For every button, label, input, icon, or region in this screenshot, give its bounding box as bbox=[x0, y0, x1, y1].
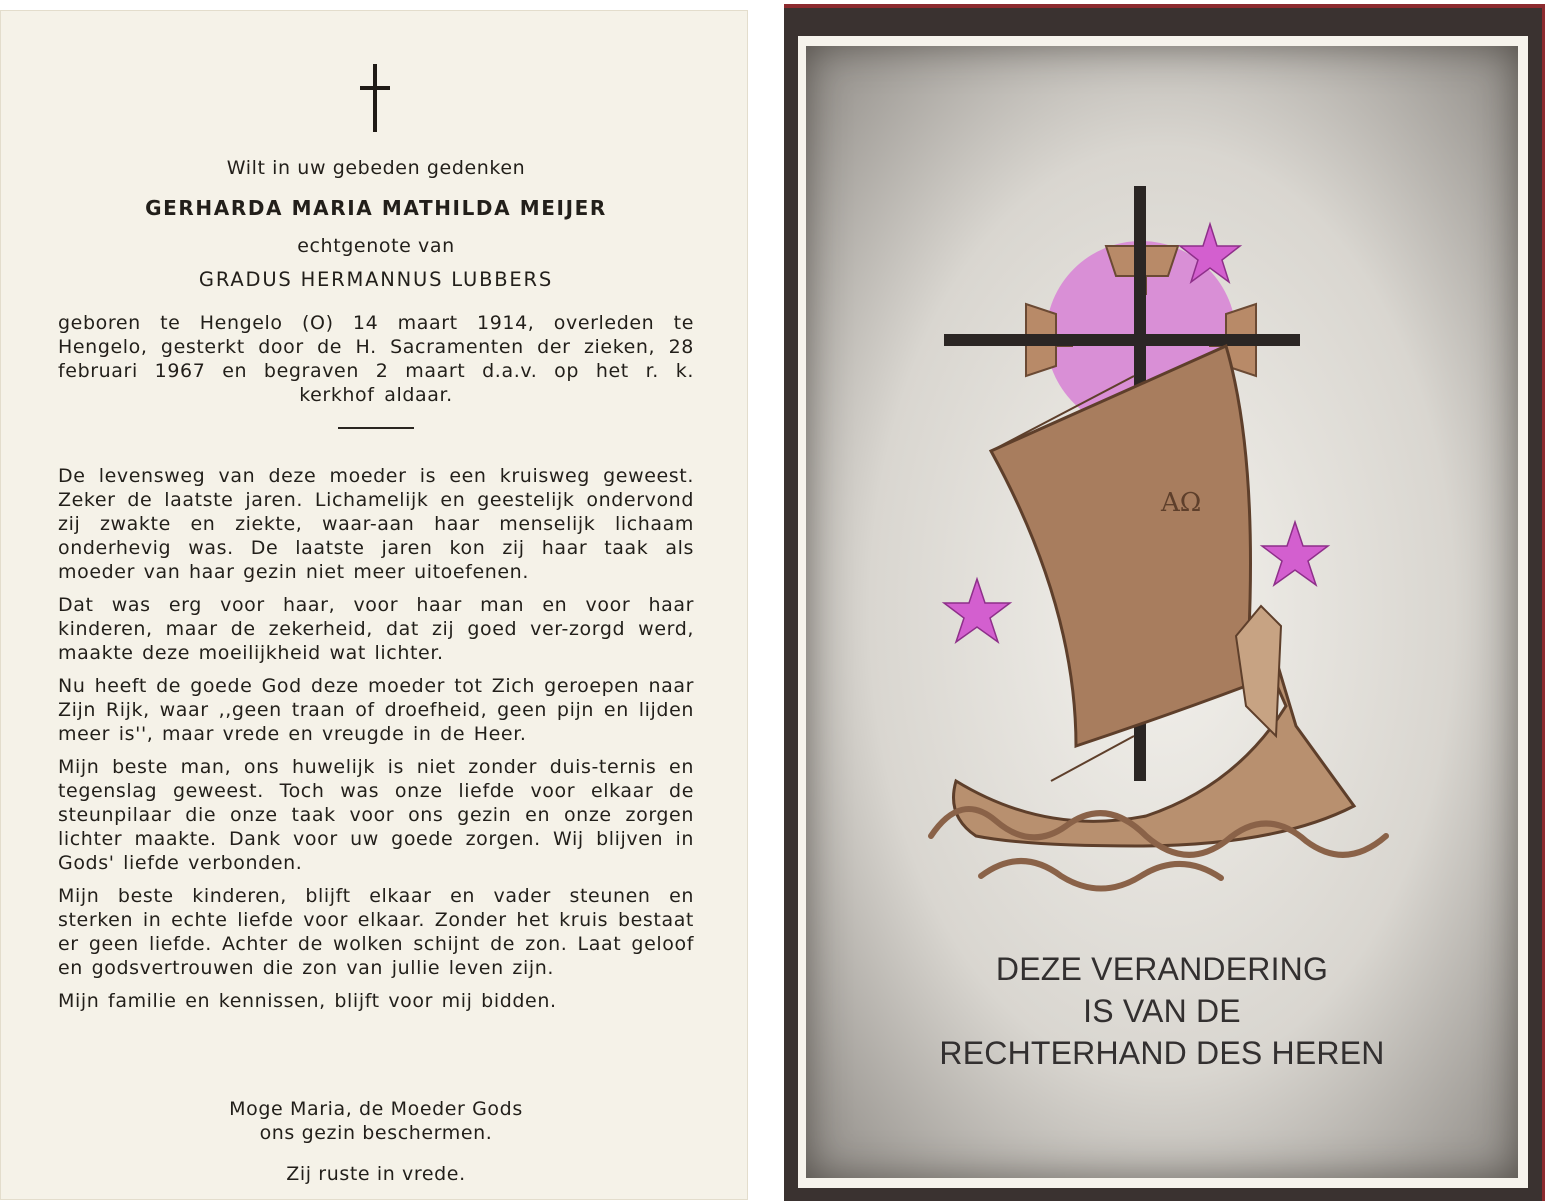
paragraph: De levensweg van deze moeder is een kruisweg geweest. Zeker de laatste jaren. Lichamelijk en geestelijk ondervond zij zwakte en ziekte, waar-aan haar menselijk lichaam onderhevig was. De laatste jaren kon zij haar taak als moeder van haar gezin niet meer uitoefenen. bbox=[58, 465, 694, 583]
spouse-name: GRADUS HERMANNUS LUBBERS bbox=[198, 268, 554, 291]
card-illustration-panel bbox=[806, 46, 1518, 1178]
closing-line: ons gezin beschermen. bbox=[259, 1122, 493, 1144]
motto-line: RECHTERHAND DES HEREN bbox=[939, 1035, 1385, 1071]
motto-line: IS VAN DE bbox=[1083, 993, 1241, 1029]
scripture-motto bbox=[846, 948, 1478, 1074]
motto-line: DEZE VERANDERING bbox=[995, 951, 1329, 987]
closing-line: Moge Maria, de Moeder Gods bbox=[229, 1098, 523, 1120]
paragraph: Dat was erg voor haar, voor haar man en voor haar kinderen, maar de zekerheid, dat zij goed ver-zorgd werd, maakte deze moeilijkheid wat lichter. bbox=[58, 594, 694, 664]
divider bbox=[338, 427, 414, 429]
paragraph: Nu heeft de goede God deze moeder tot Zich geroepen naar Zijn Rijk, waar ,,geen traan of droefheid, geen pijn en lijden meer is'', maar vrede en vreugde in de Heer. bbox=[58, 675, 694, 745]
prayer-intro: Wilt in uw gebeden gedenken bbox=[226, 157, 526, 179]
life-details: geboren te Hengelo (O) 14 maart 1914, overleden te Hengelo, gesterkt door de H. Sacramenten der zieken, 28 februari 1967 en begraven 2 maart d.a.v. op het r. k. kerkhof aldaar. bbox=[58, 312, 694, 406]
rest-in-peace: Zij ruste in vrede. bbox=[286, 1163, 466, 1185]
cross-icon bbox=[360, 64, 390, 132]
paragraph: Mijn beste kinderen, blijft elkaar en vader steunen en sterken in echte liefde voor elkaar. Zonder het kruis bestaat er geen liefde. Achter de wolken schijnt de zon. Laat geloof en godsvertrouwen die zon van jullie leven zijn. bbox=[58, 885, 694, 979]
card-border bbox=[798, 36, 1528, 1188]
paragraph: Mijn beste man, ons huwelijk is niet zonder duis-ternis en tegenslag geweest. Toch was onze liefde voor elkaar de steunpilaar die onze taak voor ons gezin en onze zorgen lichter maakte. Dank voor uw goede zorgen. Wij blijven in Gods' liefde verbonden. bbox=[58, 756, 694, 874]
memorial-card-image-side bbox=[784, 4, 1545, 1201]
sail-icon bbox=[991, 346, 1251, 746]
memorial-text bbox=[58, 464, 694, 1022]
spouse-label: echtgenote van bbox=[297, 235, 455, 257]
deceased-name: GERHARDA MARIA MATHILDA MEIJER bbox=[145, 196, 607, 220]
paragraph: Mijn familie en kennissen, blijft voor mij bidden. bbox=[58, 990, 557, 1012]
memorial-card-text-side bbox=[0, 10, 748, 1200]
sail-monogram: AΩ bbox=[1161, 488, 1202, 518]
closing-prayer bbox=[58, 1097, 694, 1145]
